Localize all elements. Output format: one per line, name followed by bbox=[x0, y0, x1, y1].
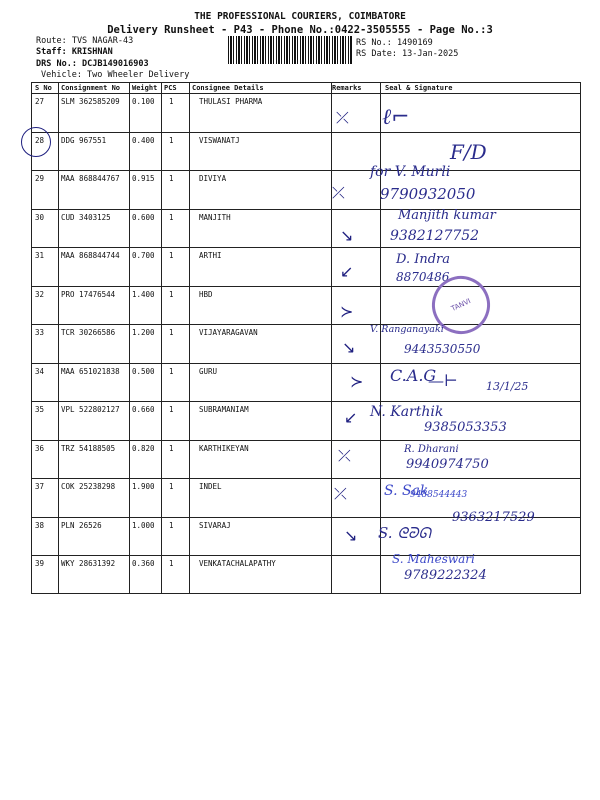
company-title: THE PROFESSIONAL COURIERS, COIMBATORE bbox=[194, 11, 406, 22]
handwritten-phone-38: 9363217529 bbox=[452, 510, 535, 525]
cell-weight: 0.360 bbox=[132, 559, 155, 568]
remark-tick-mark: ↙ bbox=[344, 408, 358, 427]
cell-consignee: VIJAYARAGAVAN bbox=[199, 328, 258, 337]
cell-sno: 30 bbox=[35, 212, 45, 222]
handwritten-phone-39: 9789222324 bbox=[404, 568, 487, 583]
barcode bbox=[228, 36, 352, 64]
cell-weight: 0.700 bbox=[132, 251, 155, 260]
handwritten-fd: F/D bbox=[450, 140, 487, 164]
handwritten-phone-36: 9940974750 bbox=[406, 457, 489, 472]
remark-tick-mark: ≻ bbox=[350, 372, 364, 391]
cell-consignee: VISWANATJ bbox=[199, 135, 240, 145]
cell-sno: 36 bbox=[35, 443, 45, 453]
cell-sno: 39 bbox=[35, 559, 45, 568]
col-consignment: Consignment No bbox=[61, 84, 121, 92]
cell-consignment: PLN 26526 bbox=[61, 520, 102, 530]
cell-pcs: 1 bbox=[169, 405, 174, 414]
cell-consignment: MAA 868844744 bbox=[61, 251, 120, 260]
remark-cross-mark: ⤫ bbox=[336, 108, 349, 127]
handwritten-name-31: D. Indra bbox=[396, 252, 451, 267]
cell-pcs: 1 bbox=[169, 289, 174, 299]
remark-cross-mark: ⤫ bbox=[332, 183, 345, 202]
cell-sno: 35 bbox=[35, 405, 45, 414]
handwritten-name-29: for V. Murli bbox=[370, 164, 451, 180]
cell-pcs: 1 bbox=[169, 97, 174, 106]
vehicle-label: Vehicle: Two Wheeler Delivery bbox=[41, 70, 190, 80]
table-row bbox=[32, 324, 580, 364]
handwritten-phone-33: 9443530550 bbox=[404, 342, 481, 356]
staff-label: Staff: KRISHNAN bbox=[36, 47, 113, 57]
remark-tick-mark: ↘ bbox=[344, 526, 358, 545]
cell-consignment: WKY 28631392 bbox=[61, 559, 116, 568]
col-sno: S No bbox=[35, 84, 52, 92]
cell-sno: 27 bbox=[35, 97, 45, 106]
handwritten-name-34: C.A.G bbox=[390, 366, 437, 385]
table-row bbox=[32, 286, 580, 326]
table-row bbox=[32, 209, 580, 249]
cell-consignment: COK 25238298 bbox=[61, 482, 116, 491]
cell-pcs: 1 bbox=[169, 174, 174, 183]
cell-consignee: VENKATACHALAPATHY bbox=[199, 559, 276, 568]
handwritten-phone-29: 9790932050 bbox=[380, 185, 476, 203]
handwritten-phone-31: 8870486 bbox=[396, 270, 450, 284]
cell-sno: 29 bbox=[35, 174, 45, 183]
cell-consignment: DDG 967551 bbox=[61, 135, 107, 145]
cell-weight: 0.600 bbox=[132, 212, 155, 222]
cell-consignment: VPL 522802127 bbox=[61, 405, 120, 414]
handwritten-name-37: S. Sak bbox=[384, 483, 429, 499]
company-seal-stamp: TANVI bbox=[422, 266, 499, 343]
table-row bbox=[32, 555, 580, 594]
table-row bbox=[32, 170, 580, 210]
circled-row-mark bbox=[21, 127, 51, 157]
cell-consignment: MAA 868844767 bbox=[61, 174, 120, 183]
cell-weight: 1.000 bbox=[132, 520, 155, 530]
cell-consignee: SIVARAJ bbox=[199, 520, 231, 530]
cell-weight: 0.915 bbox=[132, 174, 155, 183]
handwritten-name-39: S. Maheswari bbox=[392, 552, 475, 566]
cell-consignment: CUD 3403125 bbox=[61, 212, 111, 222]
handwritten-name-36: R. Dharani bbox=[404, 444, 459, 455]
rs-number: RS No.: 1490169 bbox=[356, 38, 433, 48]
drs-label: DRS No.: DCJB149016903 bbox=[36, 59, 149, 69]
cell-weight: 0.100 bbox=[132, 97, 155, 106]
remark-cross-mark: ⤫ bbox=[334, 484, 347, 503]
remark-tick-mark: ↘ bbox=[340, 226, 354, 245]
col-consignee: Consignee Details bbox=[192, 84, 264, 92]
cell-weight: 0.660 bbox=[132, 405, 155, 414]
rs-date: RS Date: 13-Jan-2025 bbox=[356, 49, 459, 59]
cell-consignment: SLM 362585209 bbox=[61, 97, 120, 106]
remark-cross-mark: ⤫ bbox=[338, 446, 351, 465]
cell-pcs: 1 bbox=[169, 135, 174, 145]
cell-weight: 1.900 bbox=[132, 482, 155, 491]
table-row bbox=[32, 247, 580, 287]
handwritten-date-34: 13/1/25 bbox=[486, 380, 529, 393]
col-weight: Weight bbox=[132, 84, 158, 92]
cell-consignee: INDEL bbox=[199, 482, 222, 491]
table-row bbox=[32, 93, 580, 133]
signature-scribble: ℓ⌐ bbox=[382, 105, 410, 130]
cell-pcs: 1 bbox=[169, 212, 174, 222]
handwritten-phone-37: 9488544443 bbox=[410, 490, 468, 500]
handwritten-phone-35: 9385053353 bbox=[424, 420, 507, 435]
cell-consignee: HBD bbox=[199, 289, 213, 299]
handwritten-name-35: N. Karthik bbox=[370, 404, 444, 420]
cell-pcs: 1 bbox=[169, 520, 174, 530]
cell-consignee: THULASI PHARMA bbox=[199, 97, 263, 106]
cell-consignment: MAA 651021838 bbox=[61, 366, 120, 376]
cell-sno: 31 bbox=[35, 251, 45, 260]
cell-sno: 33 bbox=[35, 328, 45, 337]
cell-sno: 28 bbox=[35, 135, 45, 145]
cell-consignee: SUBRAMANIAM bbox=[199, 405, 249, 414]
cell-pcs: 1 bbox=[169, 328, 174, 337]
remark-tick-mark: ↘ bbox=[342, 338, 356, 357]
handwritten-phone-30: 9382127752 bbox=[390, 228, 480, 244]
cell-consignee: ARTHI bbox=[199, 251, 222, 260]
cell-consignment: PRO 17476544 bbox=[61, 289, 116, 299]
col-remarks: Remarks bbox=[332, 84, 362, 92]
cell-weight: 0.400 bbox=[132, 135, 155, 145]
col-seal: Seal & Signature bbox=[385, 84, 453, 92]
cell-consignee: MANJITH bbox=[199, 212, 231, 222]
runsheet-subtitle: Delivery Runsheet - P43 - Phone No.:0422-3505555 - Page No.:3 bbox=[107, 24, 493, 36]
cell-consignment: TRZ 54188505 bbox=[61, 443, 116, 453]
cell-weight: 0.820 bbox=[132, 443, 155, 453]
table-row bbox=[32, 440, 580, 480]
signature-scribble: S. ᘓᘒᘏ bbox=[378, 524, 431, 542]
cell-weight: 1.200 bbox=[132, 328, 155, 337]
route-label: Route: TVS NAGAR-43 bbox=[36, 36, 134, 46]
cell-pcs: 1 bbox=[169, 366, 174, 376]
cell-consignee: DIVIYA bbox=[199, 174, 227, 183]
signature-dash: —⊢ bbox=[428, 371, 458, 390]
cell-sno: 34 bbox=[35, 366, 45, 376]
handwritten-name-33: V. Ranganayaki bbox=[370, 324, 444, 335]
cell-pcs: 1 bbox=[169, 482, 174, 491]
cell-sno: 32 bbox=[35, 289, 45, 299]
cell-pcs: 1 bbox=[169, 443, 174, 453]
handwritten-name-30: Manjith kumar bbox=[398, 208, 496, 223]
cell-sno: 37 bbox=[35, 482, 45, 491]
table-row bbox=[32, 132, 580, 172]
remark-tick-mark: ↙ bbox=[340, 262, 354, 281]
cell-consignee: GURU bbox=[199, 366, 218, 376]
col-pcs: PCS bbox=[164, 84, 177, 92]
cell-consignment: TCR 30266586 bbox=[61, 328, 116, 337]
cell-weight: 1.400 bbox=[132, 289, 155, 299]
cell-pcs: 1 bbox=[169, 559, 174, 568]
cell-weight: 0.500 bbox=[132, 366, 155, 376]
cell-consignee: KARTHIKEYAN bbox=[199, 443, 249, 453]
remark-tick-mark: ≻ bbox=[340, 302, 354, 321]
cell-pcs: 1 bbox=[169, 251, 174, 260]
cell-sno: 38 bbox=[35, 520, 45, 530]
